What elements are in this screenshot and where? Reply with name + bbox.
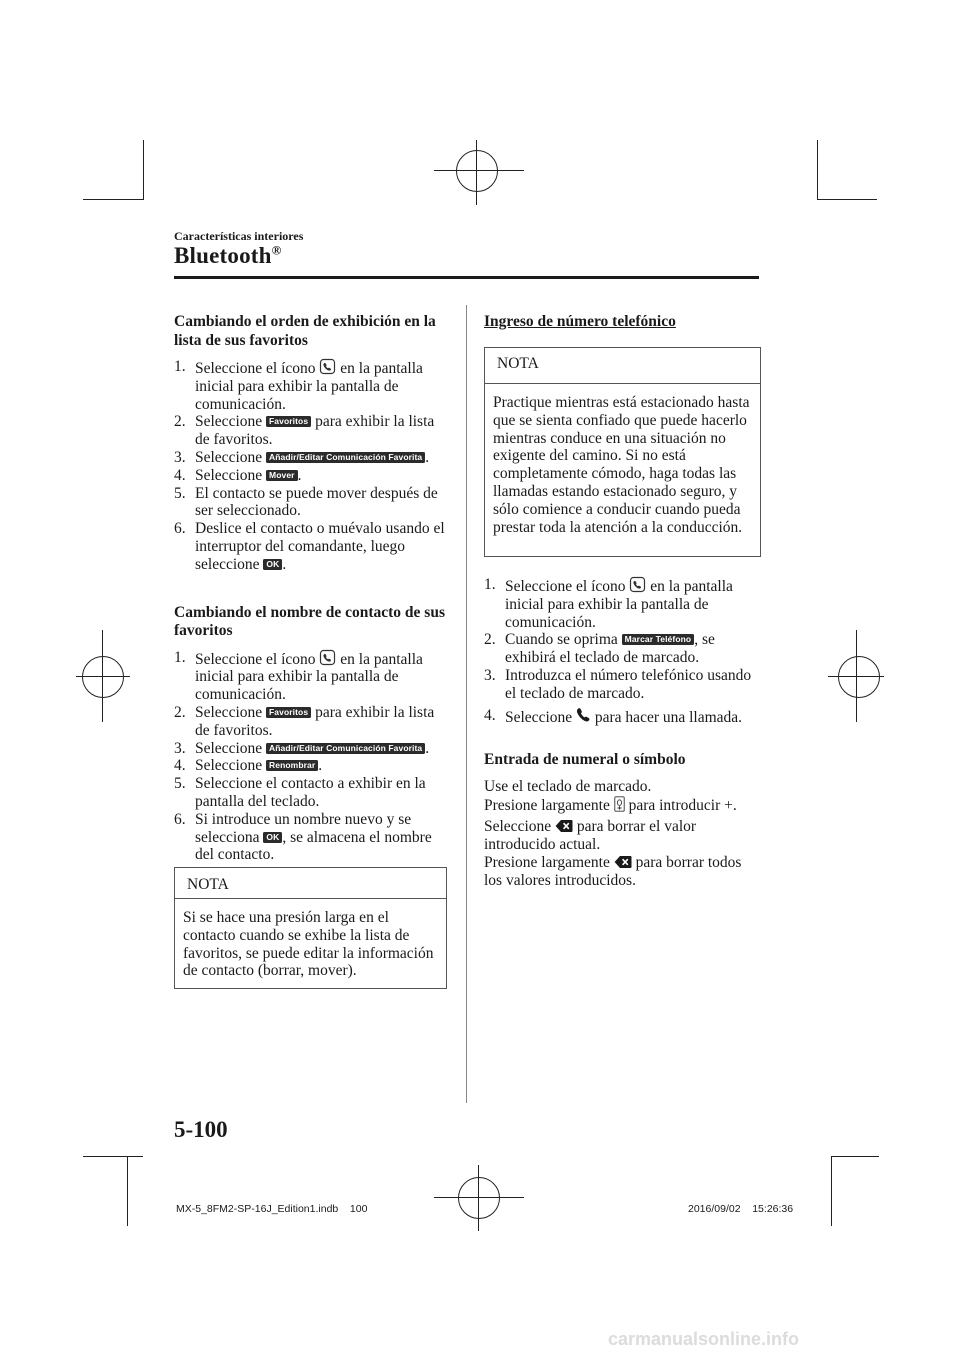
list-item: 2. Cuando se oprima Marcar Teléfono , se exhibirá el teclado de marcado. — [484, 631, 715, 667]
favoritos-button: Favoritos — [266, 416, 311, 427]
header-rule — [174, 276, 759, 279]
add-edit-favorite-button: Añadir/Editar Comunicación Favorita — [266, 743, 425, 754]
list-item: 2. Seleccione Favoritos para exhibir la lista de favoritos. — [174, 413, 435, 449]
paragraph: Presione largamente para introducir +. — [484, 796, 737, 814]
ok-button: OK — [263, 559, 282, 570]
list-item: 2. Seleccione Favoritos para exhibir la lista de favoritos. — [174, 703, 435, 739]
paragraph: Use el teclado de marcado. — [484, 777, 652, 795]
section-title: Bluetooth® — [174, 242, 282, 268]
paragraph: Seleccione para borrar el valor introducido actual. — [484, 818, 697, 854]
heading-phone-number-entry: Ingreso de número telefónico — [484, 313, 676, 330]
zero-key-icon — [614, 796, 625, 812]
note-title: NOTA — [485, 348, 760, 384]
favoritos-button: Favoritos — [266, 707, 311, 718]
list-item: 4. Seleccione Mover . — [174, 466, 302, 484]
phone-screen-icon — [319, 649, 336, 666]
list-item: 3. Introduzca el número telefónico usando el teclado de marcado. — [484, 666, 752, 702]
right-column-heading — [484, 313, 760, 340]
heading-reorder-favorites: Cambiando el orden de exhibición en la lista de sus favoritos — [174, 313, 436, 349]
list-item: 4. Seleccione Renombrar . — [174, 757, 323, 775]
list-item: 4. Seleccione para hacer una llamada. — [484, 706, 743, 726]
column-divider — [466, 305, 467, 1103]
mover-button: Mover — [266, 470, 298, 481]
list-item: 6. Si introduce un nombre nuevo y se selecciona OK , se almacena el nombre del contacto. — [174, 810, 432, 864]
list-item: 3. Seleccione Añadir/Editar Comunicación Favorita . — [174, 448, 430, 466]
heading-numeral-symbol-entry: Entrada de numeral o símbolo — [484, 751, 686, 769]
marcar-telefono-button: Marcar Teléfono — [622, 634, 695, 645]
list-item: 1. Seleccione el ícono en la pantalla inicial para exhibir la pantalla de comunicación. — [484, 576, 733, 631]
section-subtitle: Características interiores — [174, 229, 304, 243]
list-item: 1. Seleccione el ícono en la pantalla inicial para exhibir la pantalla de comunicación. — [174, 358, 423, 413]
add-edit-favorite-button: Añadir/Editar Comunicación Favorita — [266, 452, 425, 463]
steps-phone-number — [484, 576, 760, 726]
note-body: Practique mientras está estacionado hasta que se sienta confiado que puede hacerlo mientras conduce en una situación no exigente del camino. Si no está completamente cómodo, haga todas las llamadas estando estacionado seguro, y sólo comience a conducir cuando pueda prestar toda la atención a la conducción. — [493, 394, 750, 536]
paragraph: Presione largamente para borrar todos los valores introducidos. — [484, 854, 742, 889]
backspace-icon — [555, 819, 573, 833]
list-item: 5. Seleccione el contacto a exhibir en la pantalla del teclado. — [174, 775, 426, 810]
heading-rename-favorite: Cambiando el nombre de contacto de sus favoritos — [174, 603, 445, 640]
page-number: 5-100 — [174, 1117, 228, 1142]
note-body: Si se hace una presión larga en el contacto cuando se exhibe la lista de favoritos, se puede editar la información de contacto (borrar, mover). — [183, 909, 434, 980]
right-column — [484, 576, 760, 890]
print-file-name: MX-5_8FM2-SP-16J_Edition1.indb 100 — [176, 1203, 368, 1215]
steps-reorder-favorites — [174, 358, 446, 574]
renombrar-button: Renombrar — [266, 760, 318, 771]
note-title: NOTA — [175, 868, 446, 899]
print-timestamp: 2016/09/02 15:26:36 — [688, 1203, 794, 1215]
backspace-icon — [614, 855, 632, 869]
phone-screen-icon — [629, 576, 646, 593]
handset-icon — [576, 707, 591, 724]
phone-screen-icon — [319, 358, 336, 375]
note-box-driving — [484, 347, 761, 557]
list-item: 3. Seleccione Añadir/Editar Comunicación Favorita . — [174, 739, 430, 757]
list-item: 1. Seleccione el ícono en la pantalla inicial para exhibir la pantalla de comunicación. — [174, 648, 423, 704]
registered-mark: ® — [271, 242, 282, 258]
ok-button: OK — [263, 832, 282, 843]
steps-rename-favorite — [174, 649, 446, 865]
note-box-favorites — [174, 867, 447, 989]
list-item: 6. Deslice el contacto o muévalo usando el interruptor del comandante, luego seleccione OK . — [174, 520, 445, 573]
list-item: 5. El contacto se puede mover después de ser seleccionado. — [174, 484, 438, 520]
left-column — [174, 313, 446, 864]
watermark: carmanualsonline.info — [608, 1329, 800, 1349]
